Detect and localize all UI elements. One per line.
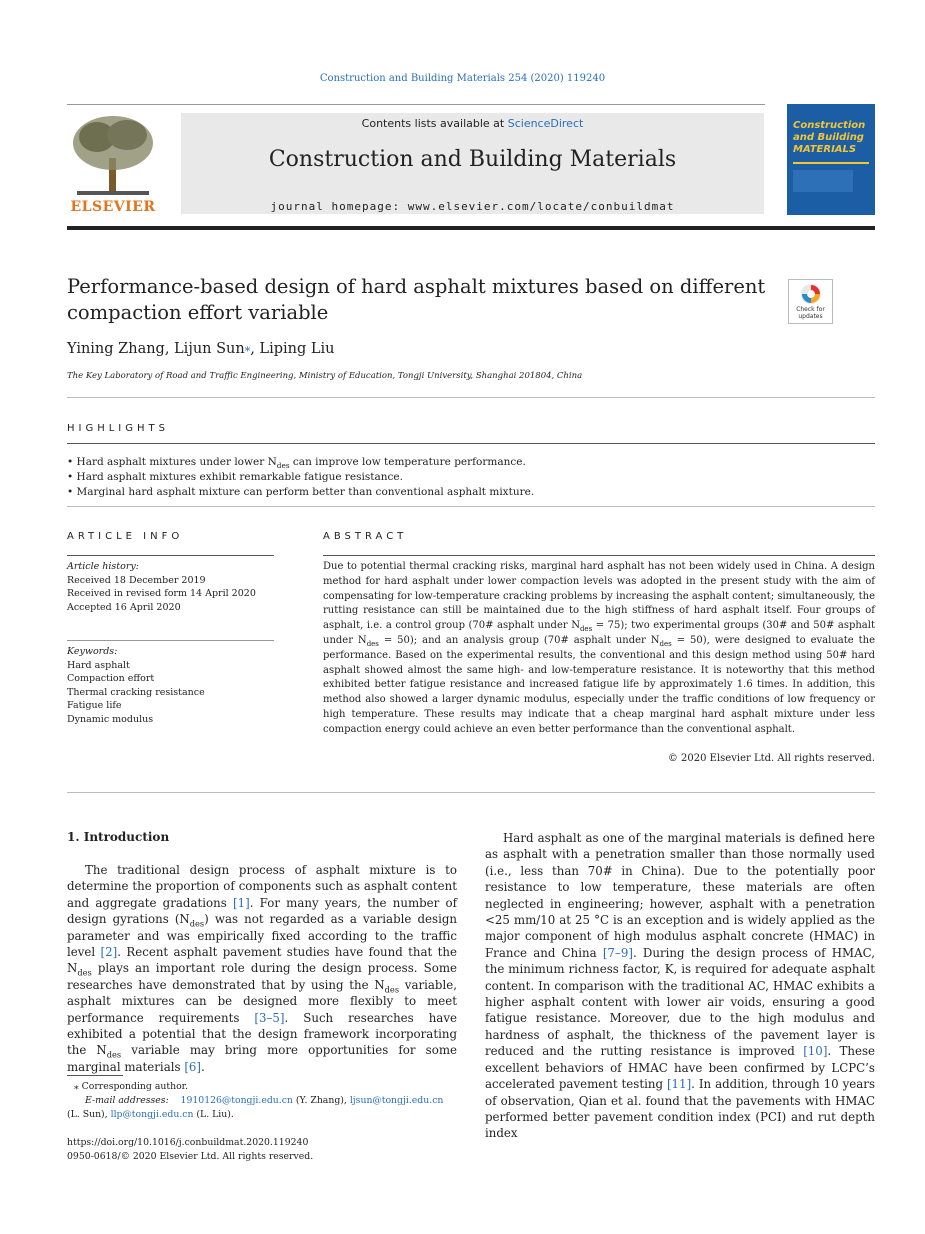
intro-paragraph-left: The traditional design process of asphalt mixture is to determine the proportion of components such as asphalt content and aggregate gradations [1]. For many years, the number of design gyrations $(N_{des})$ was not regarded as a variable design parameter and was empirically fixed according to the traffic level [2]. Recent asphalt pavement studies have found that the $N_{des}$ plays an important role during the design process. Some researches have demonstrated that by using the $N_{des}$ variable, asphalt mixtures can be designed more flexibly to meet performance requirements [3–5]. Such researches have exhibited a potential that the design framework incorporating the $N_{des}$ variable may bring more opportunities for some marginal materials [6]. [67,863,457,1074]
rule [67,506,875,507]
highlights-heading: HIGHLIGHTS [67,423,169,434]
email-footnote: E-mail addresses: 1910126@tongji.edu.cn (Y. Zhang), ljsun@tongji.edu.cn (L. Sun), llp@tongji.edu.cn (L. Liu). [67,1095,444,1120]
cover-stripe [793,162,869,164]
email-link[interactable]: ljsun@tongji.edu.cn [349,1095,444,1106]
header-rule [67,104,765,105]
affiliation: The Key Laboratory of Road and Traffic Engineering, Ministry of Education, Tongji University, Shanghai 201804, China [67,371,583,381]
keywords: Keywords: Hard asphalt Compaction effort Thermal cracking resistance Fatigue life Dynamic modulus [67,646,205,725]
journal-banner [181,113,764,214]
corresponding-author-mark[interactable]: ⁎ [244,341,251,354]
article-title: Performance-based design of hard asphalt mixtures based on different compaction effort variable [67,275,766,324]
contents-line: Contents lists available at ScienceDirect [361,117,584,130]
rule [67,792,875,793]
journal-title: Construction and Building Materials [268,147,677,172]
author-list: Yining Zhang, Lijun Sun⁎, Liping Liu [67,341,335,357]
article-info-heading: ARTICLE INFO [67,531,184,542]
issn-copyright: 0950-0618/© 2020 Elsevier Ltd. All rights reserved. [67,1151,314,1162]
journal-citation[interactable]: Construction and Building Materials 254 (2020) 119240 [319,73,606,84]
article-history: Article history: Received 18 December 2019 Received in revised form 14 April 2020 Accepted 16 April 2020 [67,561,256,613]
rule [67,640,274,641]
highlight-item-1: • Hard asphalt mixtures under lower $N_{des}$ can improve low temperature performance. [67,456,526,471]
elsevier-wordmark: ELSEVIER [70,199,156,215]
rule [67,443,875,444]
rule [67,397,875,398]
journal-homepage[interactable]: journal homepage: www.elsevier.com/locate/conbuildmat [270,200,675,213]
doi-link[interactable]: https://doi.org/10.1016/j.conbuildmat.2020.119240 [67,1137,309,1148]
rule [67,555,274,556]
intro-paragraph-right: Hard asphalt as one of the marginal materials is defined here as asphalt with a penetration smaller than those normally used (i.e., less than 70# in China). Due to the potentially poor resistance to low temperature, these materials are often neglected in engineering; however, asphalt with a penetration <25 mm/10 at 25 °C is an exception and is widely applied as the major component of high modulus asphalt concrete (HMAC) in France and China [7–9]. During the design process of HMAC, the minimum richness factor, K, is required for adequate asphalt content. In comparison with the traditional AC, HMAC exhibits a higher asphalt content with lower air voids, ensuring a good fatigue resistance. Moreover, due to the high modulus and hardness of asphalt, the thickness of the pavement layer is reduced and the rutting resistance is improved [10]. These excellent behaviors of HMAC have been confirmed by LCPC’s accelerated pavement testing [11]. In addition, through 10 years of observation, Qian et al. found that the pavements with HMAC performed better pavement condition index (PCI) and rut depth index [485,831,875,1141]
email-link[interactable]: llp@tongji.edu.cn [110,1109,194,1120]
abstract-copyright: © 2020 Elsevier Ltd. All rights reserved. [667,753,875,764]
badge-label: Check for updates [796,306,825,320]
highlight-item-2: • Hard asphalt mixtures exhibit remarkable fatigue resistance. [67,471,403,483]
rule [323,555,875,556]
check-for-updates-badge[interactable] [788,279,833,324]
cover-title: Construction and Building MATERIALS [793,120,866,155]
check-updates-icon [800,283,822,305]
highlight-item-3: • Marginal hard asphalt mixture can perform better than conventional asphalt mixture. [67,486,535,498]
corresponding-footnote: ⁎ Corresponding author. [74,1081,189,1092]
header-thick-rule [67,226,875,230]
journal-cover-image [787,104,875,215]
email-link[interactable]: 1910126@tongji.edu.cn [180,1095,293,1106]
sciencedirect-link[interactable]: ScienceDirect [507,117,584,130]
abstract-heading: ABSTRACT [323,531,408,542]
abstract-text: Due to potential thermal cracking risks, marginal hard asphalt has not been widely used in China. A design method for hard asphalt under lower compaction levels was adopted in the present study with the aim of compensating for low-temperature cracking problems by increasing the asphalt content; simultaneously, the rutting resistance can still be maintained due to the high stiffness of hard asphalt itself. Four groups of asphalt, i.e. a control group (70# asphalt under $N_{des} = 75$); two experimental groups (30# and 50# asphalt under $N_{des} = 50$); and an analysis group (70# asphalt under $N_{des} = 50$), were designed to evaluate the performance. Based on the experimental results, the conventional and this design method using 50# hard asphalt showed almost the same high- and low-temperature resistance. It is noteworthy that this method exhibited better fatigue resistance and increased fatigue life by approximately 1.6 times. In addition, this method also showed a larger dynamic modulus, especially under the traffic conditions of low frequency or high temperature. These results may indicate that a cheap marginal hard asphalt mixture under less compaction energy could achieve an even better performance than the conventional asphalt. [323,561,876,735]
cover-block [793,170,853,192]
footnote-rule [67,1075,123,1076]
section-heading-introduction: 1. Introduction [67,830,170,844]
